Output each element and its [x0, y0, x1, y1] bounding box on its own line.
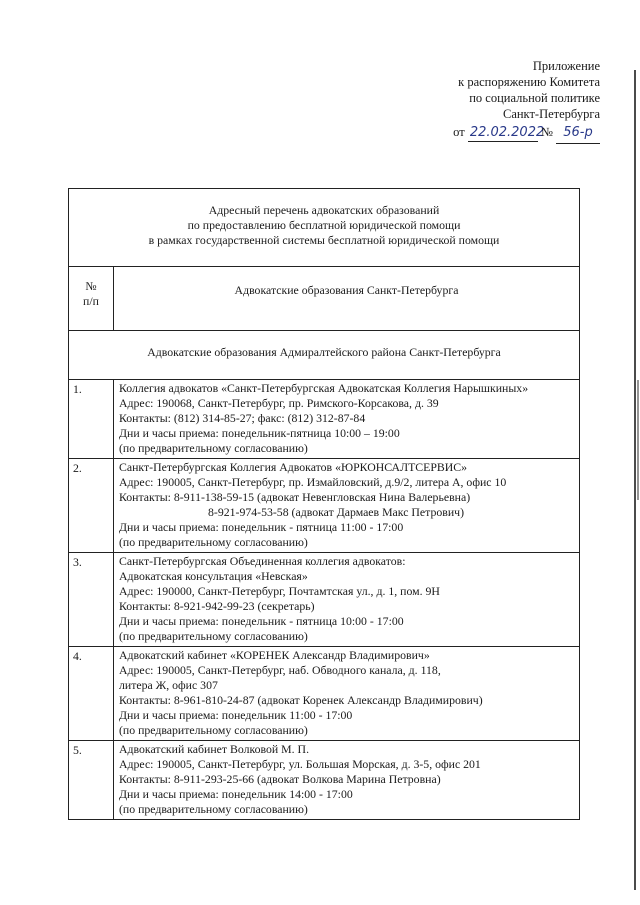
row-number: 2. [69, 459, 114, 553]
appendix-line: Санкт-Петербурга [502, 107, 600, 121]
appendix-title: Приложение [532, 59, 600, 73]
handwritten-number: 56-р [556, 123, 600, 144]
row-number: 3. [69, 553, 114, 647]
handwritten-date: 22.02.2022 [469, 125, 545, 140]
appendix-line: к распоряжению Комитета [458, 75, 600, 89]
header-number-column [69, 267, 114, 331]
table-row [69, 459, 580, 553]
appendix-date-number [340, 123, 600, 144]
from-label: от [453, 125, 465, 139]
title-line: по предоставлению бесплатной юридической помощи [187, 218, 461, 232]
header-organizations-column: Адвокатские образования Санкт-Петербурга [114, 267, 580, 331]
table-title-row [69, 189, 580, 267]
title-line: Адресный перечень адвокатских образований [208, 203, 440, 217]
organization-contacts: Контакты: 8-921-942-99-23 (секретарь) [119, 599, 315, 613]
row-number: 5. [69, 741, 114, 820]
organization-note: (по предварительному согласованию) [119, 535, 308, 549]
organization-contacts: Контакты: 8-961-810-24-87 (адвокат Коренек Александр Владимирович) [119, 693, 483, 707]
organization-address: Адрес: 190005, Санкт-Петербург, ул. Большая Морская, д. 3-5, офис 201 [119, 757, 481, 771]
organization-contacts: Контакты: 8-911-138-59-15 (адвокат Невенгловская Нина Валерьевна) [119, 490, 471, 504]
organization-address: Адрес: 190005, Санкт-Петербург, наб. Обводного канала, д. 118, [119, 663, 441, 677]
organization-hours: Дни и часы приема: понедельник-пятница 10:00 – 19:00 [119, 426, 400, 440]
organization-address: Адрес: 190000, Санкт-Петербург, Почтамтская ул., д. 1, пом. 9Н [119, 584, 440, 598]
organization-name: Санкт-Петербургская Коллегия Адвокатов «ЮРКОНСАЛТСЕРВИС» [119, 460, 468, 474]
organization-address: литера Ж, офис 307 [119, 678, 218, 692]
table-header-row [69, 267, 580, 331]
title-line: в рамках государственной системы бесплатной юридической помощи [148, 233, 500, 247]
organization-hours: Дни и часы приема: понедельник 11:00 - 17:00 [119, 708, 353, 722]
organization-entry [114, 647, 580, 741]
row-number: 1. [69, 380, 114, 459]
organization-contacts: Контакты: (812) 314-85-27; факс: (812) 312-87-84 [119, 411, 366, 425]
organization-contacts: Контакты: 8-911-293-25-66 (адвокат Волкова Марина Петровна) [119, 772, 441, 786]
organization-name: Коллегия адвокатов «Санкт-Петербургская Адвокатская Коллегия Нарышкиных» [119, 381, 529, 395]
organization-note: (по предварительному согласованию) [119, 723, 308, 737]
district-heading: Адвокатские образования Адмиралтейского района Санкт-Петербурга [69, 331, 580, 380]
table-row [69, 741, 580, 820]
organization-note: (по предварительному согласованию) [119, 802, 308, 816]
header-number-abbr: п/п [83, 294, 99, 308]
organization-name: Санкт-Петербургская Объединенная коллегия адвокатов: [119, 554, 406, 568]
table-row [69, 553, 580, 647]
appendix-line: по социальной политике [469, 91, 600, 105]
appendix-block [340, 58, 600, 144]
district-row [69, 331, 580, 380]
organization-entry [114, 741, 580, 820]
number-label: № [540, 125, 553, 139]
header-number-sign: № [85, 279, 97, 293]
organization-hours: Дни и часы приема: понедельник - пятница 10:00 - 17:00 [119, 614, 404, 628]
organization-name: Адвокатский кабинет Волковой М. П. [119, 742, 310, 756]
organization-entry [114, 380, 580, 459]
table-row [69, 647, 580, 741]
organization-note: (по предварительному согласованию) [119, 441, 308, 455]
organization-entry [114, 553, 580, 647]
organization-address: Адрес: 190005, Санкт-Петербург, пр. Измайловский, д.9/2, литера А, офис 10 [119, 475, 507, 489]
scan-edge-line [637, 380, 639, 500]
table-title [69, 189, 580, 267]
organization-address: Адрес: 190068, Санкт-Петербург, пр. Римского-Корсакова, д. 39 [119, 396, 439, 410]
organization-name: Адвокатский кабинет «КОРЕНЕК Александр Владимирович» [119, 648, 430, 662]
table-row [69, 380, 580, 459]
organization-note: (по предварительному согласованию) [119, 629, 308, 643]
organization-subname: Адвокатская консультация «Невская» [119, 569, 308, 583]
row-number: 4. [69, 647, 114, 741]
lawyers-table [68, 188, 580, 820]
organization-hours: Дни и часы приема: понедельник 14:00 - 17:00 [119, 787, 353, 801]
organization-entry [114, 459, 580, 553]
scan-edge-line [634, 70, 636, 890]
organization-contacts: 8-921-974-53-58 (адвокат Дармаев Макс Петрович) [208, 505, 465, 519]
organization-hours: Дни и часы приема: понедельник - пятница 11:00 - 17:00 [119, 520, 404, 534]
